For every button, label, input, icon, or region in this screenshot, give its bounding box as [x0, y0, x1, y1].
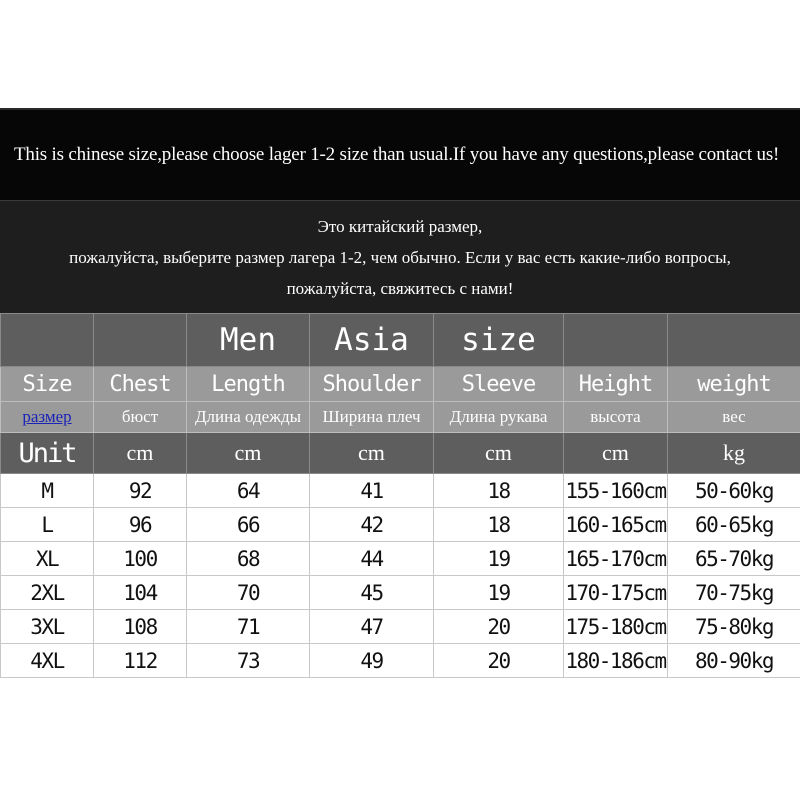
russian-notice-line: пожалуйста, выберите размер лагера 1-2, чем обычно. Если у вас есть какие-либо вопросы,: [69, 247, 731, 267]
size-cell: XL: [1, 542, 94, 576]
table-cell: 180-186cm: [564, 644, 668, 678]
table-cell: 18: [434, 474, 564, 508]
table-cell: 64: [187, 474, 310, 508]
unit-cell: cm: [187, 433, 310, 474]
table-cell: 47: [310, 610, 434, 644]
header-chest: Chest: [94, 367, 187, 402]
russian-notice-line: Это китайский размер,: [317, 216, 483, 236]
header-height: Height: [564, 367, 668, 402]
header-ru-chest: бюст: [94, 402, 187, 433]
english-notice: [0, 108, 800, 200]
size-table: [0, 313, 800, 678]
table-cell: 19: [434, 542, 564, 576]
table-cell: 80-90kg: [668, 644, 800, 678]
unit-label: Unit: [1, 433, 94, 474]
header-ru-row: [1, 402, 800, 433]
table-row: [1, 644, 800, 678]
english-notice-text: This is chinese size,please choose lager 1-2 size than usual.If you have any questions,please contact us!: [14, 144, 780, 165]
table-cell: 175-180cm: [564, 610, 668, 644]
table-cell: 165-170cm: [564, 542, 668, 576]
table-cell: 60-65kg: [668, 508, 800, 542]
unit-cell: cm: [434, 433, 564, 474]
table-cell: 170-175cm: [564, 576, 668, 610]
table-cell: 20: [434, 644, 564, 678]
title-cell: [1, 314, 94, 367]
table-cell: 50-60kg: [668, 474, 800, 508]
table-row: [1, 474, 800, 508]
table-cell: 70: [187, 576, 310, 610]
header-ru-sleeve: Длина рукава: [434, 402, 564, 433]
russian-notice-line: пожалуйста, свяжитесь с нами!: [286, 278, 514, 298]
table-cell: 65-70kg: [668, 542, 800, 576]
table-cell: 71: [187, 610, 310, 644]
header-ru-shoulder: Ширина плеч: [310, 402, 434, 433]
table-row: [1, 508, 800, 542]
table-cell: 70-75kg: [668, 576, 800, 610]
table-cell: 92: [94, 474, 187, 508]
table-cell: 18: [434, 508, 564, 542]
table-cell: 68: [187, 542, 310, 576]
title-cell: size: [434, 314, 564, 367]
header-ru-length: Длина одежды: [187, 402, 310, 433]
table-cell: 73: [187, 644, 310, 678]
table-cell: 20: [434, 610, 564, 644]
table-cell: 160-165cm: [564, 508, 668, 542]
table-cell: 112: [94, 644, 187, 678]
unit-cell: cm: [310, 433, 434, 474]
table-cell: 155-160cm: [564, 474, 668, 508]
table-cell: 44: [310, 542, 434, 576]
table-cell: 75-80kg: [668, 610, 800, 644]
unit-cell: cm: [94, 433, 187, 474]
table-cell: 96: [94, 508, 187, 542]
table-cell: 108: [94, 610, 187, 644]
size-cell: L: [1, 508, 94, 542]
unit-cell: kg: [668, 433, 800, 474]
header-ru-size-link[interactable]: размер: [1, 402, 94, 433]
size-cell: 4XL: [1, 644, 94, 678]
unit-cell: cm: [564, 433, 668, 474]
header-ru-height: высота: [564, 402, 668, 433]
header-weight: weight: [668, 367, 800, 402]
table-cell: 104: [94, 576, 187, 610]
russian-notice: [0, 200, 800, 313]
table-row: [1, 610, 800, 644]
unit-row: [1, 433, 800, 474]
title-cell: Asia: [310, 314, 434, 367]
table-cell: 41: [310, 474, 434, 508]
size-cell: 2XL: [1, 576, 94, 610]
size-chart: [0, 108, 800, 678]
table-cell: 19: [434, 576, 564, 610]
table-row: [1, 576, 800, 610]
size-cell: M: [1, 474, 94, 508]
title-cell: [668, 314, 800, 367]
table-cell: 42: [310, 508, 434, 542]
header-length: Length: [187, 367, 310, 402]
table-cell: 100: [94, 542, 187, 576]
table-cell: 66: [187, 508, 310, 542]
title-cell: [94, 314, 187, 367]
title-cell: Men: [187, 314, 310, 367]
title-cell: [564, 314, 668, 367]
header-row: [1, 367, 800, 402]
size-cell: 3XL: [1, 610, 94, 644]
table-row: [1, 542, 800, 576]
header-ru-weight: вес: [668, 402, 800, 433]
header-sleeve: Sleeve: [434, 367, 564, 402]
table-title-row: [1, 314, 800, 367]
header-shoulder: Shoulder: [310, 367, 434, 402]
table-cell: 49: [310, 644, 434, 678]
header-size: Size: [1, 367, 94, 402]
table-cell: 45: [310, 576, 434, 610]
